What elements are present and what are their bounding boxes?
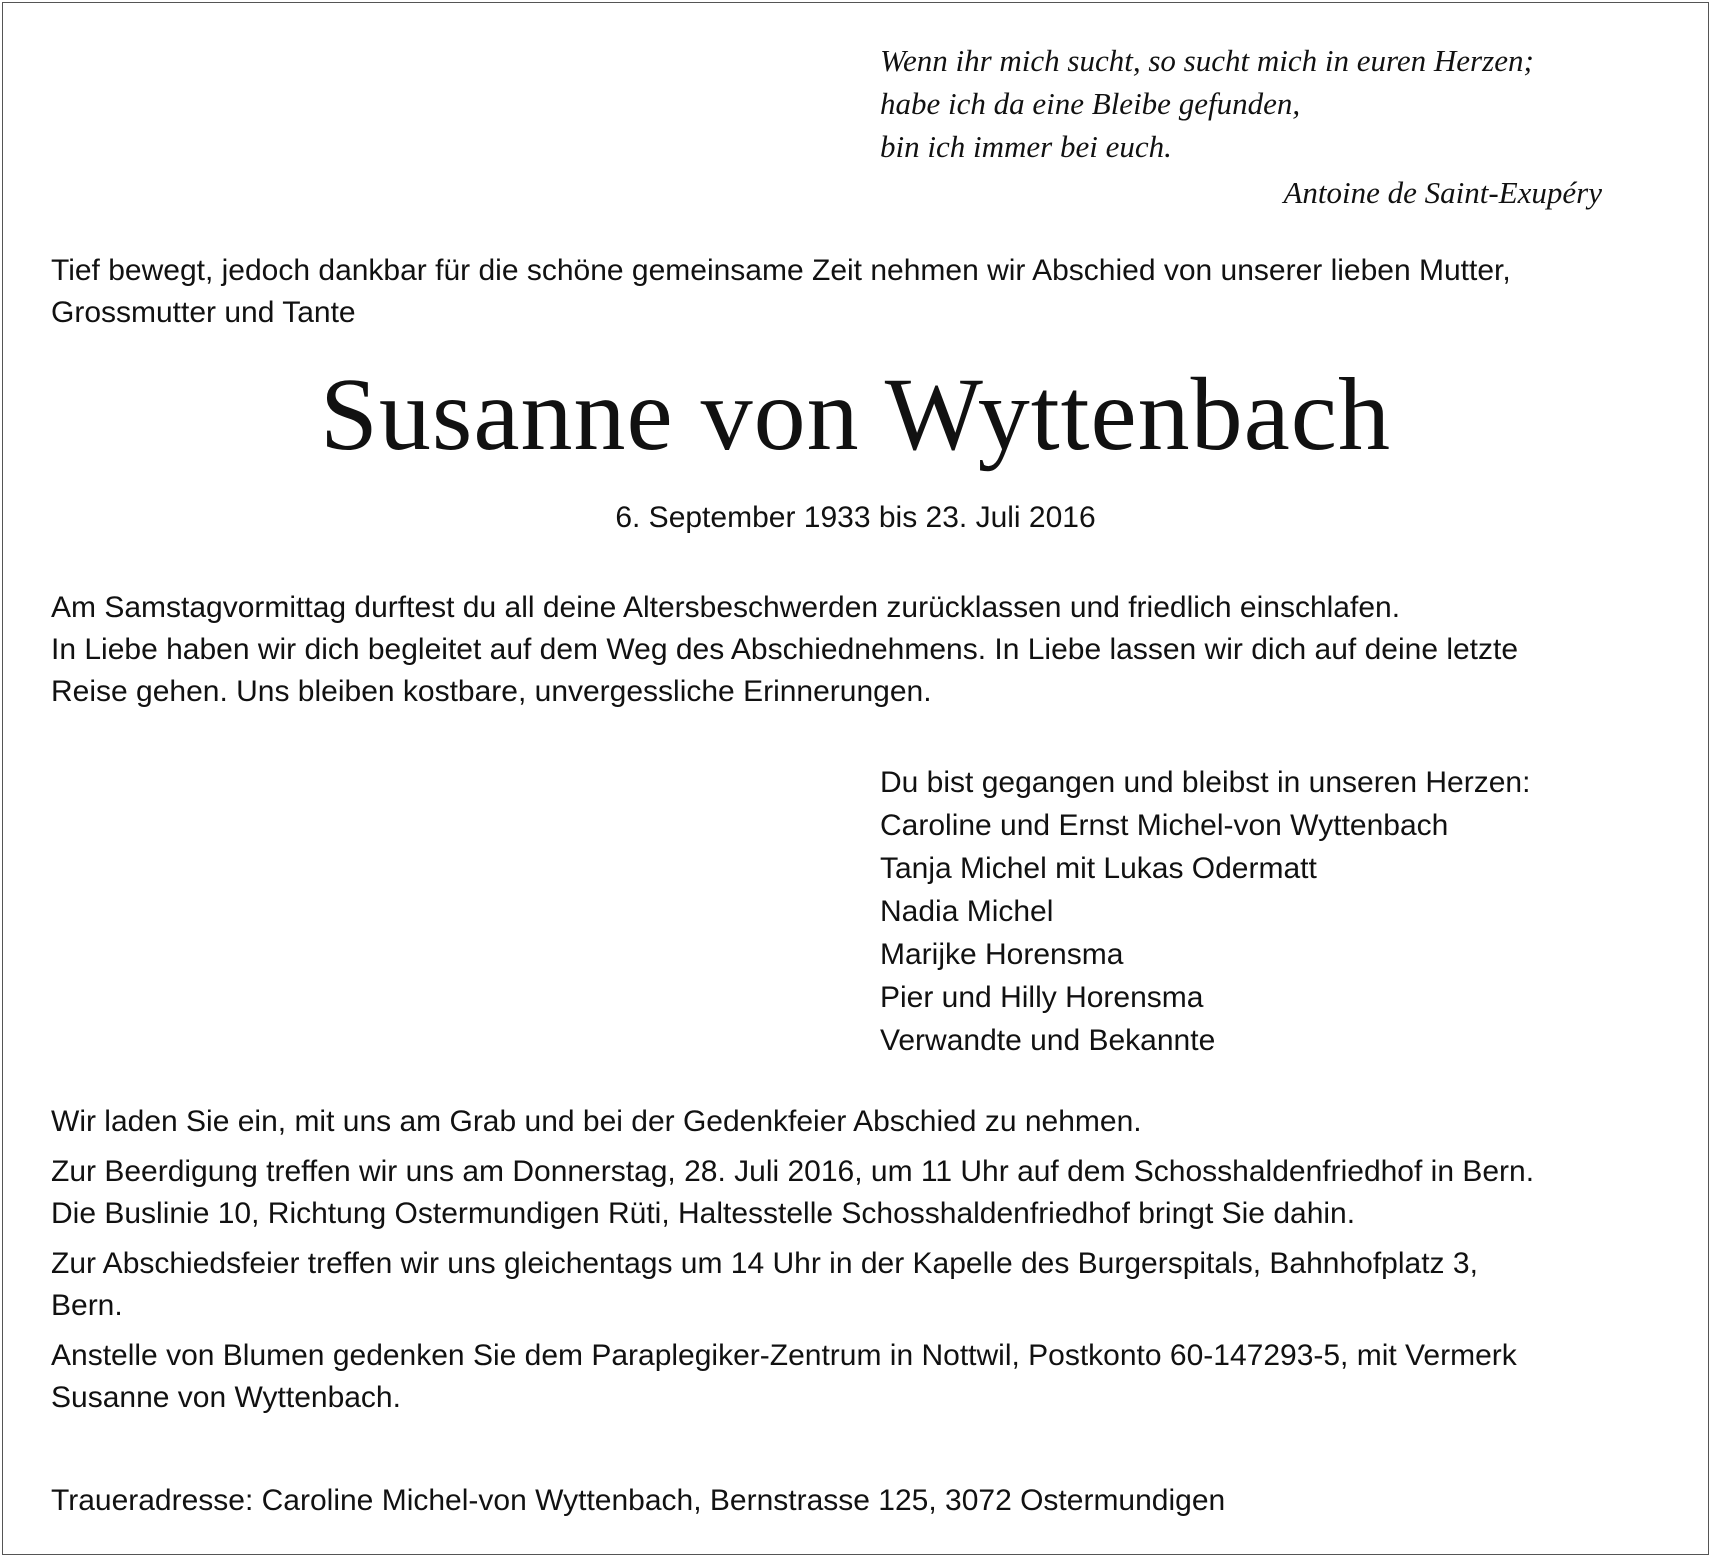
obituary-notice xyxy=(2,2,1709,1555)
farewell-paragraph xyxy=(51,587,1671,713)
paragraph-gap xyxy=(51,1327,1671,1335)
mourners-heading: Du bist gegangen und bleibst in unseren Herzen: xyxy=(880,766,1531,799)
ceremony-line: Zur Abschiedsfeier treffen wir uns gleichentags um 14 Uhr in der Kapelle des Burgerspitals, Bahnhofplatz 3, xyxy=(51,1247,1478,1280)
intro-line: Grossmutter und Tante xyxy=(51,296,356,329)
farewell-line: Reise gehen. Uns bleiben kostbare, unvergessliche Erinnerungen. xyxy=(51,675,932,708)
burial-line: Die Buslinie 10, Richtung Ostermundigen Rüti, Haltesstelle Schosshaldenfriedhof bringt Sie dahin. xyxy=(51,1197,1356,1230)
paragraph-gap xyxy=(51,1143,1671,1151)
paragraph-gap xyxy=(51,1235,1671,1243)
mourner-name: Verwandte und Bekannte xyxy=(880,1024,1216,1057)
address-line: Traueradresse: Caroline Michel-von Wyttenbach, Bernstrasse 125, 3072 Ostermundigen xyxy=(51,1484,1226,1517)
farewell-line: Am Samstagvormittag durftest du all deine Altersbeschwerden zurücklassen und friedlich einschlafen. xyxy=(51,591,1401,624)
mourner-name: Pier und Hilly Horensma xyxy=(880,981,1204,1014)
burial-line: Zur Beerdigung treffen wir uns am Donnerstag, 28. Juli 2016, um 11 Uhr auf dem Schosshaldenfriedhof in Bern. xyxy=(51,1155,1535,1188)
mourners-list xyxy=(880,761,1530,1062)
donation-line: Anstelle von Blumen gedenken Sie dem Paraplegiker-Zentrum in Nottwil, Postkonto 60-147293-5, mit Vermerk xyxy=(51,1339,1517,1372)
life-dates: 6. September 1933 bis 23. Juli 2016 xyxy=(615,501,1096,534)
farewell-line: In Liebe haben wir dich begleitet auf dem Weg des Abschiednehmens. In Liebe lassen wir dich auf deine letzte xyxy=(51,633,1519,666)
invitation-section xyxy=(51,1101,1671,1419)
deceased-name: Susanne von Wyttenbach xyxy=(320,357,1391,472)
mourner-name: Nadia Michel xyxy=(880,895,1054,928)
quote-author: Antoine de Saint-Exupéry xyxy=(1283,175,1602,210)
ceremony-line: Bern. xyxy=(51,1289,123,1322)
intro-line: Tief bewegt, jedoch dankbar für die schöne gemeinsame Zeit nehmen wir Abschied von unserer lieben Mutter, xyxy=(51,254,1511,287)
quote-line: bin ich immer bei euch. xyxy=(880,129,1172,164)
epigraph-quote xyxy=(880,39,1610,210)
quote-line: habe ich da eine Bleibe gefunden, xyxy=(880,86,1301,121)
intro-paragraph xyxy=(51,250,1671,334)
mourner-name: Caroline und Ernst Michel-von Wyttenbach xyxy=(880,809,1449,842)
invitation-intro: Wir laden Sie ein, mit uns am Grab und bei der Gedenkfeier Abschied zu nehmen. xyxy=(51,1105,1142,1138)
mourner-name: Marijke Horensma xyxy=(880,938,1124,971)
quote-line: Wenn ihr mich sucht, so sucht mich in euren Herzen; xyxy=(880,43,1534,78)
mourning-address xyxy=(51,1480,1671,1522)
mourner-name: Tanja Michel mit Lukas Odermatt xyxy=(880,852,1317,885)
donation-line: Susanne von Wyttenbach. xyxy=(51,1381,401,1414)
